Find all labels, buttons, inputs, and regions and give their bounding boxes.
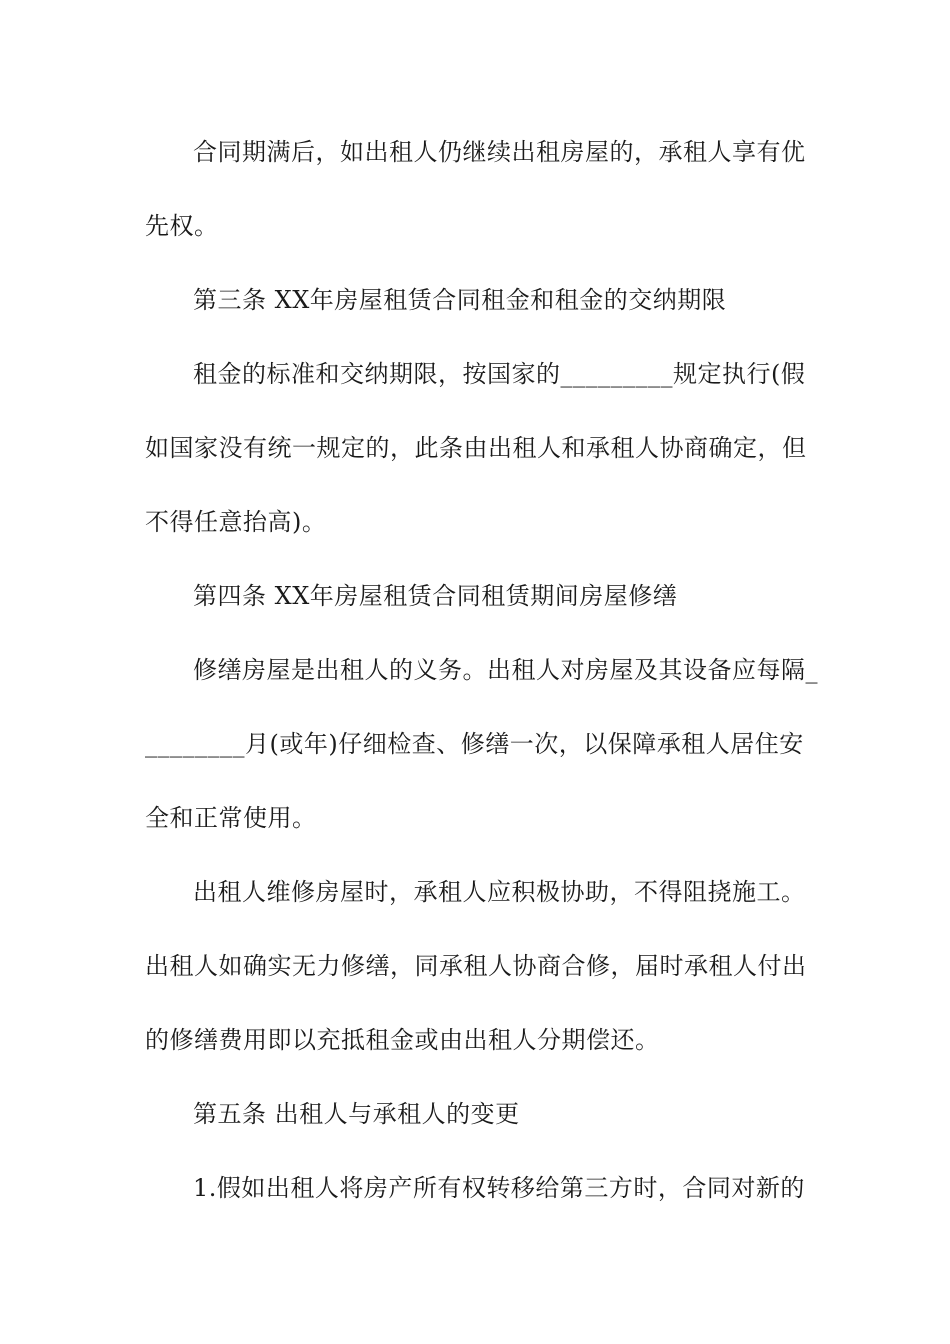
paragraph-line: 出租人如确实无力修缮，同承租人协商合修，届时承租人付出 [145,952,807,980]
paragraph-line: 的修缮费用即以充抵租金或由出租人分期偿还。 [145,1026,660,1054]
paragraph-line: 1.假如出租人将房产所有权转移给第三方时，合同对新的 [193,1174,805,1202]
paragraph-line: 全和正常使用。 [145,804,317,832]
paragraph-line: 先权。 [145,212,219,240]
paragraph-line: 合同期满后，如出租人仍继续出租房屋的，承租人享有优 [193,138,806,166]
paragraph-line: 不得任意抬高)。 [145,508,327,536]
article-heading: 第四条 XX年房屋租赁合同租赁期间房屋修缮 [193,582,678,610]
article-heading: 第五条 出租人与承租人的变更 [193,1100,520,1128]
paragraph-line: 出租人维修房屋时，承租人应积极协助，不得阻挠施工。 [193,878,806,906]
paragraph-line: 租金的标准和交纳期限，按国家的_________规定执行(假 [193,360,806,388]
paragraph-line: ________月(或年)仔细检查、修缮一次，以保障承租人居住安 [145,730,804,758]
article-heading: 第三条 XX年房屋租赁合同租金和租金的交纳期限 [193,286,727,314]
paragraph-line: 修缮房屋是出租人的义务。出租人对房屋及其设备应每隔_ [193,656,818,684]
paragraph-line: 如国家没有统一规定的，此条由出租人和承租人协商确定，但 [145,434,807,462]
